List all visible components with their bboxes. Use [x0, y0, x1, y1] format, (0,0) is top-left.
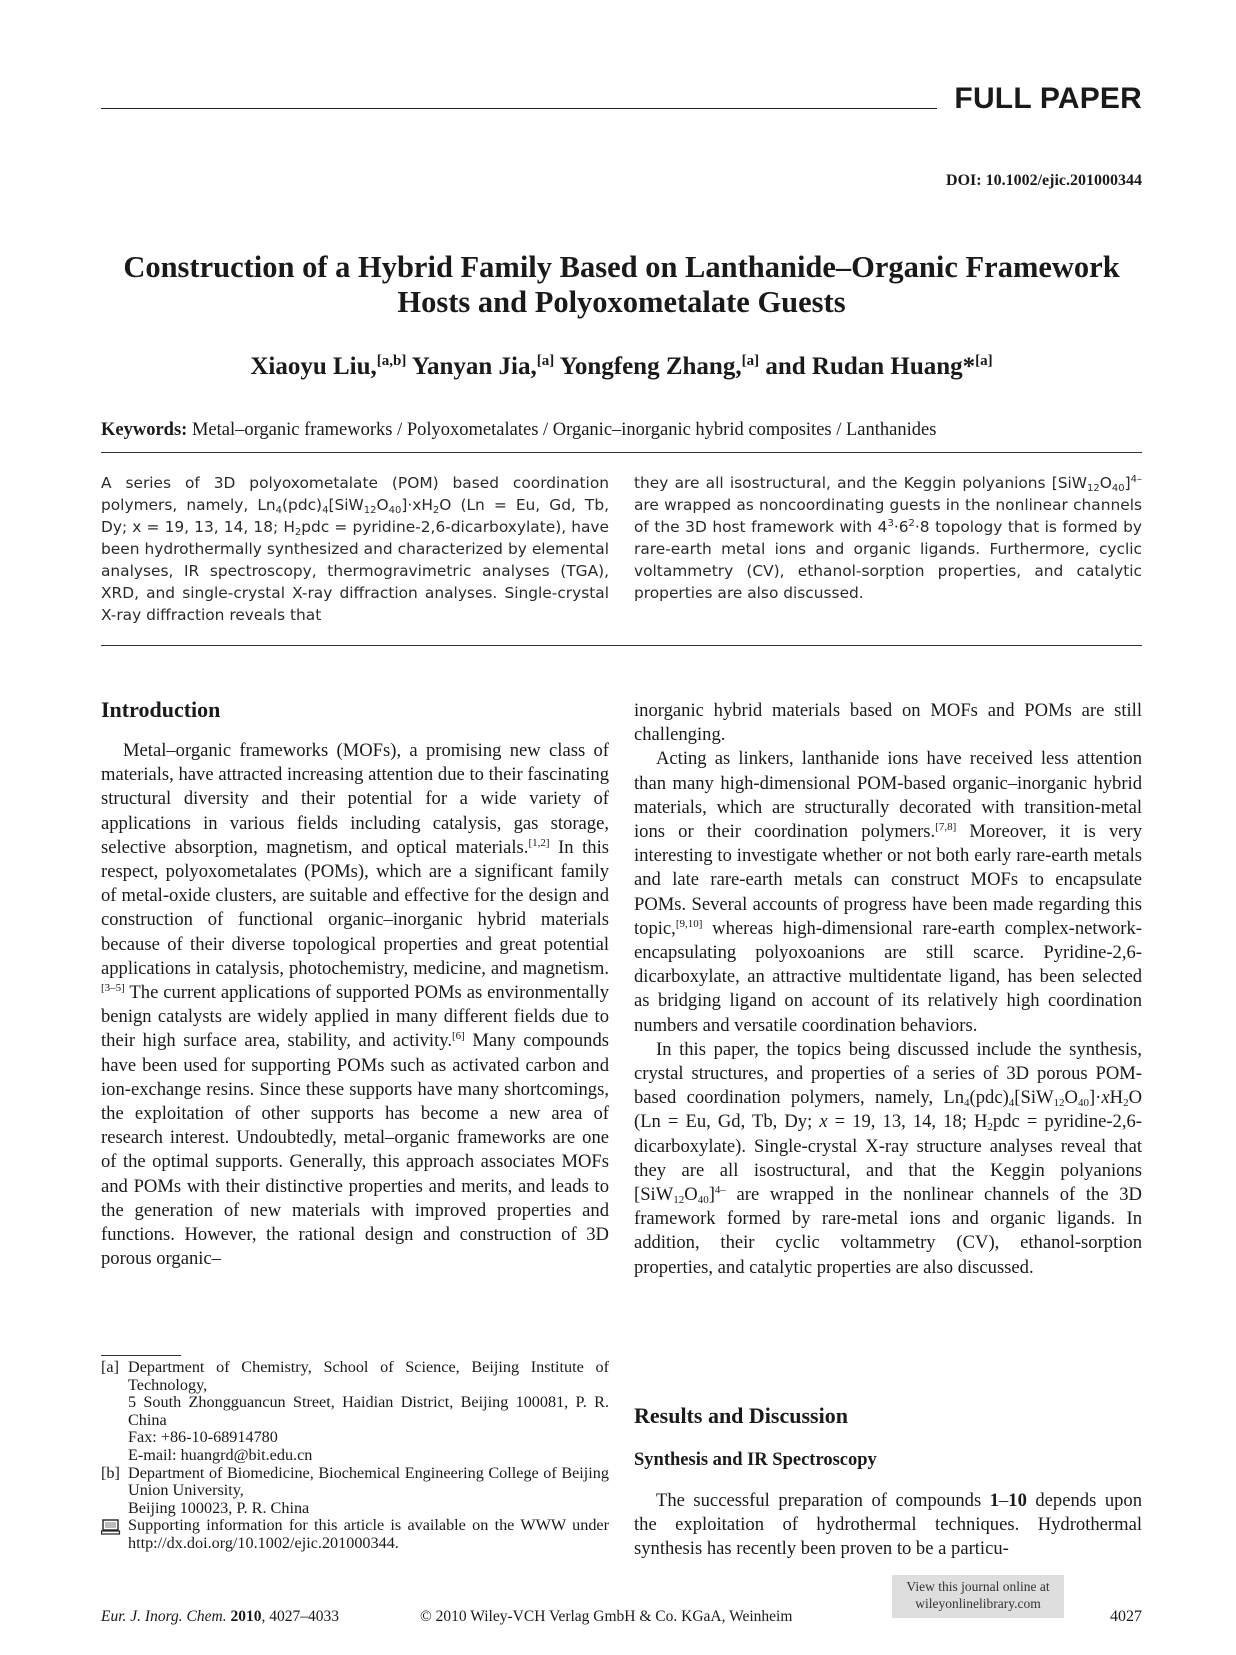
title-line-2: Hosts and Polyoxometalate Guests	[397, 285, 846, 319]
abstract-left-column: A series of 3D polyoxometalate (POM) based coordination polymers, namely, $Ln_4(pdc)_4[SiW_{12}O_{40}]\cdot xH_2O$ (Ln = Eu, Gd, Tb, Dy; x = 19, 13, 14, 18; $H_2pdc$ = pyridine-2,6-dicarboxylate), have been hydrothermally synthesized and characterized by elemental analyses, IR spectroscopy, thermogravimetric analyses (TGA), XRD, and single-crystal X-ray diffraction analyses. Single-crystal X-ray diffraction reveals that	[101, 474, 609, 624]
abstract-bottom-rule	[101, 645, 1142, 646]
author-name: Yanyan Jia,	[411, 353, 537, 380]
footer-citation: Eur. J. Inorg. Chem. 2010, 4027–4033	[101, 1608, 339, 1625]
author-list	[101, 353, 1142, 381]
footnotes	[101, 1359, 609, 1553]
introduction-heading: Introduction	[101, 697, 221, 722]
synthesis-subheading: Synthesis and IR Spectroscopy	[634, 1450, 877, 1470]
keywords	[101, 420, 1142, 441]
author-affiliation: [a,b]	[376, 353, 407, 369]
page-number: 4027	[1110, 1608, 1142, 1625]
author-affiliation: [a]	[975, 353, 993, 369]
introduction-left-column	[101, 739, 609, 1271]
doi[interactable]	[946, 172, 1142, 190]
computer-icon	[101, 1519, 121, 1535]
citation[interactable]: [3–5]	[101, 982, 125, 995]
keywords-label: Keywords:	[101, 420, 188, 440]
header-rule	[101, 108, 937, 109]
results-heading: Results and Discussion	[634, 1403, 848, 1428]
doi-text[interactable]: DOI: 10.1002/ejic.201000344	[946, 172, 1142, 189]
author-name: Yongfeng Zhang,	[559, 353, 742, 380]
citation[interactable]: [9,10]	[675, 917, 703, 930]
footer-copyright: © 2010 Wiley-VCH Verlag GmbH & Co. KGaA, Weinheim	[420, 1608, 793, 1625]
author-name: and Rudan Huang*	[765, 353, 976, 380]
title-line-1: Construction of a Hybrid Family Based on Lanthanide–Organic Framework	[123, 250, 1120, 284]
citation[interactable]: [7,8]	[935, 821, 957, 834]
intro-paragraph-2: Acting as linkers, lanthanide ions have received less attention than many high-dimensional POM-based organic–inorganic hybrid materials, which are structurally decorated with transition-metal ions or their coordination polymers.[7,8] Moreover, it is very interesting to investigate whether or not both early rare-earth metals and late rare-earth metals can construct MOFs to encapsulate POMs. Several accounts of progress have been made regarding this topic,[9,10] whereas high-dimensional rare-earth complex-network-encapsulating polyoxoanions are still scarce. Pyridine-2,6-dicarboxylate, an attractive multidentate ligand, has been selected as bridging ligand on account of its relatively high coordination numbers and versatile coordination behaviors.	[634, 748, 1142, 1036]
email-link[interactable]: E-mail: huangrd@bit.edu.cn	[128, 1445, 313, 1464]
footnote-affiliation-b: [b] Department of Biomedicine, Biochemical Engineering College of Beijing Union University, Beijing 100023, P. R. China	[101, 1463, 609, 1517]
author-affiliation: [a]	[536, 353, 555, 369]
keywords-text: Metal–organic frameworks / Polyoxometalates / Organic–inorganic hybrid composites / Lanthanides	[191, 420, 937, 440]
citation[interactable]: [1,2]	[528, 836, 550, 849]
intro-paragraph-1-continued: inorganic hybrid materials based on MOFs and POMs are still challenging.	[634, 700, 1142, 746]
section-label: FULL PAPER	[954, 82, 1142, 115]
citation[interactable]: [6]	[451, 1030, 465, 1043]
view-online-badge[interactable]: View this journal online at wileyonlinelibrary.com	[892, 1575, 1064, 1618]
footnote-rule	[101, 1355, 181, 1356]
author-affiliation: [a]	[741, 353, 760, 369]
author-name: Xiaoyu Liu,	[250, 353, 377, 380]
abstract-right-column: they are all isostructural, and the Keggin polyanions $[SiW_{12}O_{40}]^{4-}$ are wrapped as noncoordinating guests in the nonlinear channels of the 3D host framework with $4^3\cdot 6^2\cdot 8$ topology that is formed by rare-earth metal ions and organic ligands. Furthermore, cyclic voltammetry (CV), ethanol-sorption properties, and catalytic properties are also discussed.	[634, 474, 1142, 602]
intro-paragraph-3: In this paper, the topics being discussed include the synthesis, crystal structures, and properties of a series of 3D porous POM-based coordination polymers, namely, $Ln_4(pdc)_4[SiW_{12}O_{40}]\cdot xH_2O$ (Ln = Eu, Gd, Tb, Dy; x = 19, 13, 14, 18; $H_2pdc$ = pyridine-2,6-dicarboxylate). Single-crystal X-ray structure analyses reveal that they are all isostructural, and that the Keggin polyanions $[SiW_{12}O_{40}]^{4-}$ are wrapped in the nonlinear channels of the 3D framework formed by rare-metal ions and organic ligands. In addition, their cyclic voltammetry (CV), ethanol-sorption properties, and catalytic properties are also discussed.	[634, 1038, 1142, 1278]
footnote-affiliation-a: [a] Department of Chemistry, School of Science, Beijing Institute of Technology, 5 South Zhongguancun Street, Haidian District, Beijing 100081, P. R. China Fax: +86-10-68914780 E-mail: huangrd@bit.edu.cn	[101, 1358, 609, 1464]
abstract-top-rule	[101, 452, 1142, 453]
intro-paragraph-1: Metal–organic frameworks (MOFs), a promising new class of materials, have attracted increasing attention due to their fascinating structural diversity and their potential for a wide variety of applications in various fields including catalysis, gas storage, selective absorption, magnetism, and optical materials.[1,2] In this respect, polyoxometalates (POMs), which are a significant family of metal-oxide clusters, are suitable and effective for the design and construction of functional organic–inorganic hybrid materials because of their diverse topological properties and great potential applications in catalysis, photochemistry, medicine, and magnetism.[3–5] The current applications of supported POMs as environmentally benign catalysts are widely applied in many different fields due to their high surface area, stability, and activity.[6] Many compounds have been used for supporting POMs such as activated carbon and ion-exchange resins. Since these supports have many shortcomings, the exploitation of other supports has become a new area of research interest. Undoubtedly, metal–organic frameworks are one of the optimal supports. Generally, this approach associates MOFs and POMs with their distinctive properties and merits, and leads to the generation of new materials with improved properties and functions. However, the rational design and construction of 3D porous organic–	[101, 740, 609, 1270]
synthesis-paragraph: The successful preparation of compounds 1–10 depends upon the exploitation of hydrothermal techniques. Hydrothermal synthesis has recently been proven to be a particu-	[634, 1490, 1143, 1560]
article-title	[101, 250, 1142, 320]
introduction-right-column	[634, 699, 1142, 1280]
footnote-supporting-info[interactable]: Supporting information for this article is available on the WWW under http://dx.doi.org/10.1002/ejic.201000344.	[101, 1517, 609, 1552]
